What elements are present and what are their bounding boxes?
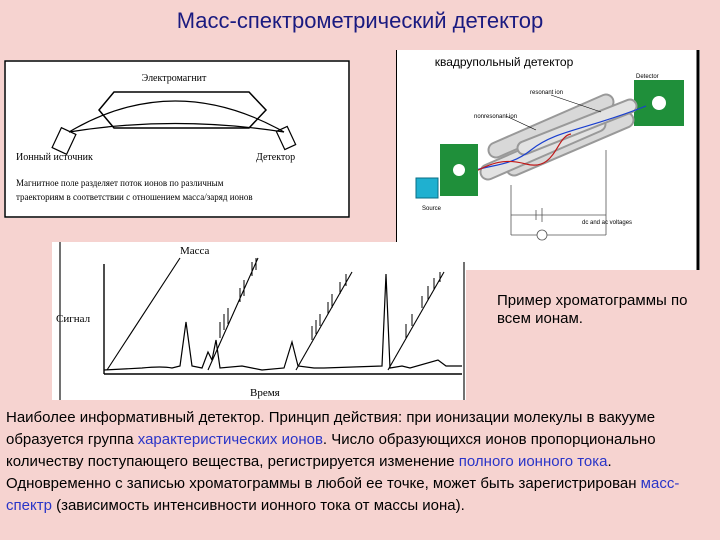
detector-label: Детектор bbox=[256, 152, 296, 163]
quad-heading: квадрупольный детектор bbox=[434, 55, 574, 69]
voltage-label: dc and ac voltages bbox=[582, 220, 633, 226]
page-title: Масс-спектрометрический детектор bbox=[176, 8, 544, 33]
mass-axis-label: Масса bbox=[180, 245, 210, 257]
detector-label: Detector bbox=[636, 74, 659, 80]
chromatogram-trace bbox=[104, 274, 462, 370]
detector-aperture bbox=[652, 96, 666, 110]
electromagnet-shape bbox=[99, 92, 266, 128]
source-aperture bbox=[453, 164, 465, 176]
detector-block bbox=[276, 126, 295, 149]
chromatogram-diagram bbox=[52, 242, 466, 400]
source-block bbox=[416, 178, 438, 198]
magnetic-sector-diagram bbox=[4, 60, 350, 218]
chromatogram-caption: Пример хроматограммы по всем ионам. bbox=[497, 292, 688, 327]
time-axis-label: Время bbox=[250, 387, 280, 399]
signal-axis-label: Сигнал bbox=[56, 313, 91, 325]
caption-line-2: траекториям в соответствии с отношением масса/заряд ионов bbox=[16, 192, 253, 202]
nonresonant-pointer bbox=[506, 116, 536, 130]
description-text-3: . Одновременно с записью хроматограммы в любой ее точке, может быть зарегистрирован bbox=[6, 453, 641, 492]
electromagnet-label: Электромагнит bbox=[141, 73, 207, 84]
mass-spectrum-link[interactable]: масс-спектр bbox=[6, 475, 680, 514]
resonant-ion-label: resonant ion bbox=[530, 90, 564, 96]
description-text-2: . Число образующихся ионов пропорционально количеству поступающего вещества, регистрируется изменение bbox=[6, 431, 656, 470]
quadrupole-diagram bbox=[396, 50, 700, 270]
ion-source-label: Ионный источник bbox=[16, 152, 93, 163]
description-text-4: (зависимость интенсивности ионного тока от массы иона). bbox=[51, 497, 465, 514]
description-text-1: Наиболее информативный детектор. Принцип действия: при ионизации молекулы в вакууме образуется группа bbox=[6, 409, 656, 448]
characteristic-ions-link[interactable]: характеристических ионов bbox=[137, 431, 323, 448]
total-ion-current-link[interactable]: полного ионного тока bbox=[458, 453, 608, 470]
source-label: Source bbox=[422, 206, 442, 212]
nonresonant-ion-label: nonresonant ion bbox=[474, 114, 518, 120]
mass-spectrum-slants bbox=[107, 258, 444, 370]
description-paragraph bbox=[6, 407, 712, 517]
caption-line-1: Магнитное поле разделяет поток ионов по различным bbox=[16, 178, 224, 188]
